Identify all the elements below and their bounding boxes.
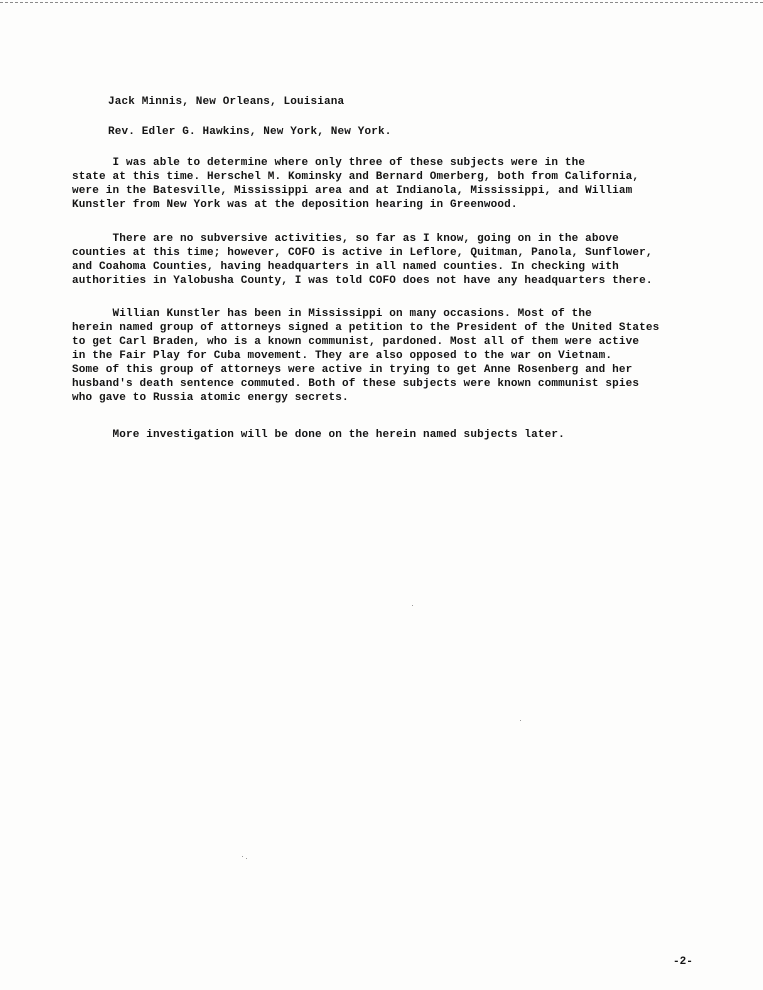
paragraph-3 [72,307,732,405]
paragraph-line: who gave to Russia atomic energy secrets. [72,392,349,404]
paragraph-2 [72,232,732,288]
paragraph-line: Some of this group of attorneys were active in trying to get Anne Rosenberg and her [72,364,633,376]
paragraph-line: There are no subversive activities, so far as I know, going on in the above [72,233,619,245]
paragraph-line: in the Fair Play for Cuba movement. They are also opposed to the war on Vietnam. [72,350,613,362]
paragraph-line: I was able to determine where only three of these subjects were in the [72,157,586,169]
paragraph-line: to get Carl Braden, who is a known communist, pardoned. Most all of them were active [72,336,640,348]
scan-speck [412,605,413,606]
paragraph-line: counties at this time; however, COFO is active in Leflore, Quitman, Panola, Sunflower, [72,247,653,259]
page-number: -2- [673,956,693,968]
paragraph-line: husband's death sentence commuted. Both of these subjects were known communist spies [72,378,640,390]
scan-speck [242,856,243,857]
paragraph-line: Kunstler from New York was at the deposition hearing in Greenwood. [72,199,518,211]
paragraph-4 [72,428,732,442]
paragraph-line: More investigation will be done on the herein named subjects later. [72,429,565,441]
paragraph-line: and Coahoma Counties, having headquarters in all named counties. In checking with [72,261,619,273]
paragraph-line: were in the Batesville, Mississippi area and at Indianola, Mississippi, and William [72,185,633,197]
torn-top-edge [0,2,763,3]
paragraph-line: authorities in Yalobusha County, I was told COFO does not have any headquarters there. [72,275,653,287]
scan-speck [520,720,521,721]
paragraph-line: state at this time. Herschel M. Kominsky and Bernard Omerberg, both from California, [72,171,640,183]
paragraph-line: herein named group of attorneys signed a petition to the President of the United States [72,322,660,334]
scan-speck [246,858,247,859]
recipient-line-1: Jack Minnis, New Orleans, Louisiana [108,96,345,108]
paragraph-1 [72,156,732,212]
paragraph-line: Willian Kunstler has been in Mississippi on many occasions. Most of the [72,308,592,320]
recipient-line-2: Rev. Edler G. Hawkins, New York, New York. [108,126,392,138]
